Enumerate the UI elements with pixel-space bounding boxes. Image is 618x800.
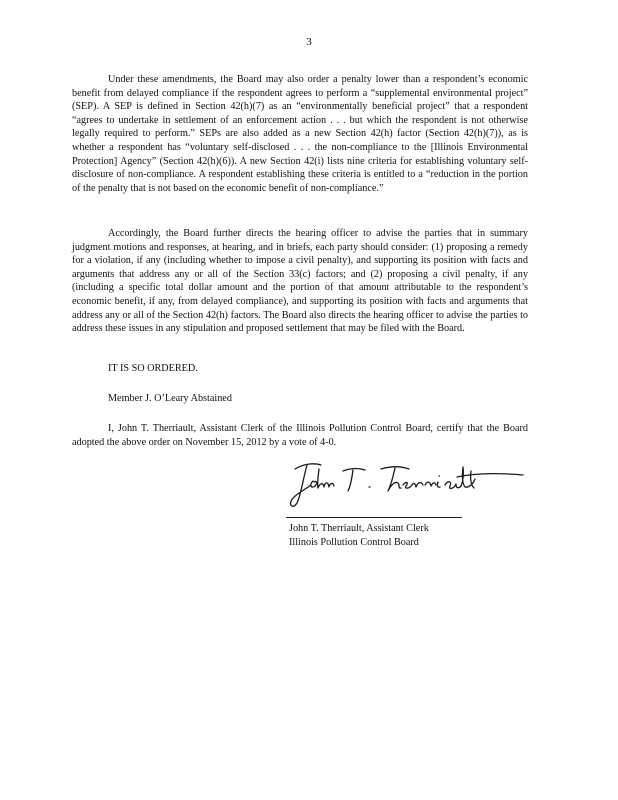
signature-block	[289, 522, 429, 550]
signer-name-title: John T. Therriault, Assistant Clerk	[289, 523, 429, 534]
paragraph-sep-amendments	[72, 73, 528, 195]
paragraph-text: Accordingly, the Board further directs the hearing officer to advise the parties that in summary judgment motions and responses, at hearing, and in briefs, each party should consider: (1) proposing a remedy for a violation, if any (including whether to impose a civil penalty), and supporting its position with facts and arguments that address any or all of the Section 33(c) factors; and (2) proposing a civil penalty, if any (including a specific total dollar amount and the portion of that amount attributable to the respondent’s economic benefit, if any, from delayed compliance), and supporting its position with facts and arguments that address any or all of the Section 42(h) factors. The Board also directs the hearing officer to advise the parties to address these issues in any stipulation and proposed settlement that may be filed with the Board.	[72, 228, 528, 335]
signature-line	[286, 517, 462, 518]
certification-text: I, John T. Therriault, Assistant Clerk of the Illinois Pollution Control Board, certify that the Board adopted the above order on November 15, 2012 by a vote of 4-0.	[72, 423, 528, 448]
handwritten-signature	[285, 455, 535, 515]
clerk-certification	[72, 422, 528, 449]
order-statement: IT IS SO ORDERED.	[108, 363, 198, 374]
page-number: 3	[306, 36, 312, 48]
signer-organization: Illinois Pollution Control Board	[289, 537, 419, 548]
abstention-note: Member J. O’Leary Abstained	[108, 393, 232, 404]
paragraph-text: Under these amendments, the Board may also order a penalty lower than a respondent’s economic benefit from delayed compliance if the respondent agrees to perform a “supplemental environmental project” (SEP). A SEP is defined in Section 42(h)(7) as an “environmentally beneficial project” that a respondent “agrees to undertake in settlement of an enforcement action . . . but which the respondent is not otherwise legally required to perform.” SEPs are also added as a new Section 42(h) factor (Section 42(h)(7)), as is whether a respondent has “voluntary self-disclosed . . . the non-compliance to the [Illinois Environmental Protection] Agency” (Section 42(h)(6)). A new Section 42(i) lists nine criteria for establishing voluntary self-disclosure of non-compliance. A respondent establishing these criteria is entitled to a “reduction in the portion of the penalty that is not based on the economic benefit of non-compliance.”	[72, 74, 528, 194]
paragraph-hearing-directions	[72, 227, 528, 336]
